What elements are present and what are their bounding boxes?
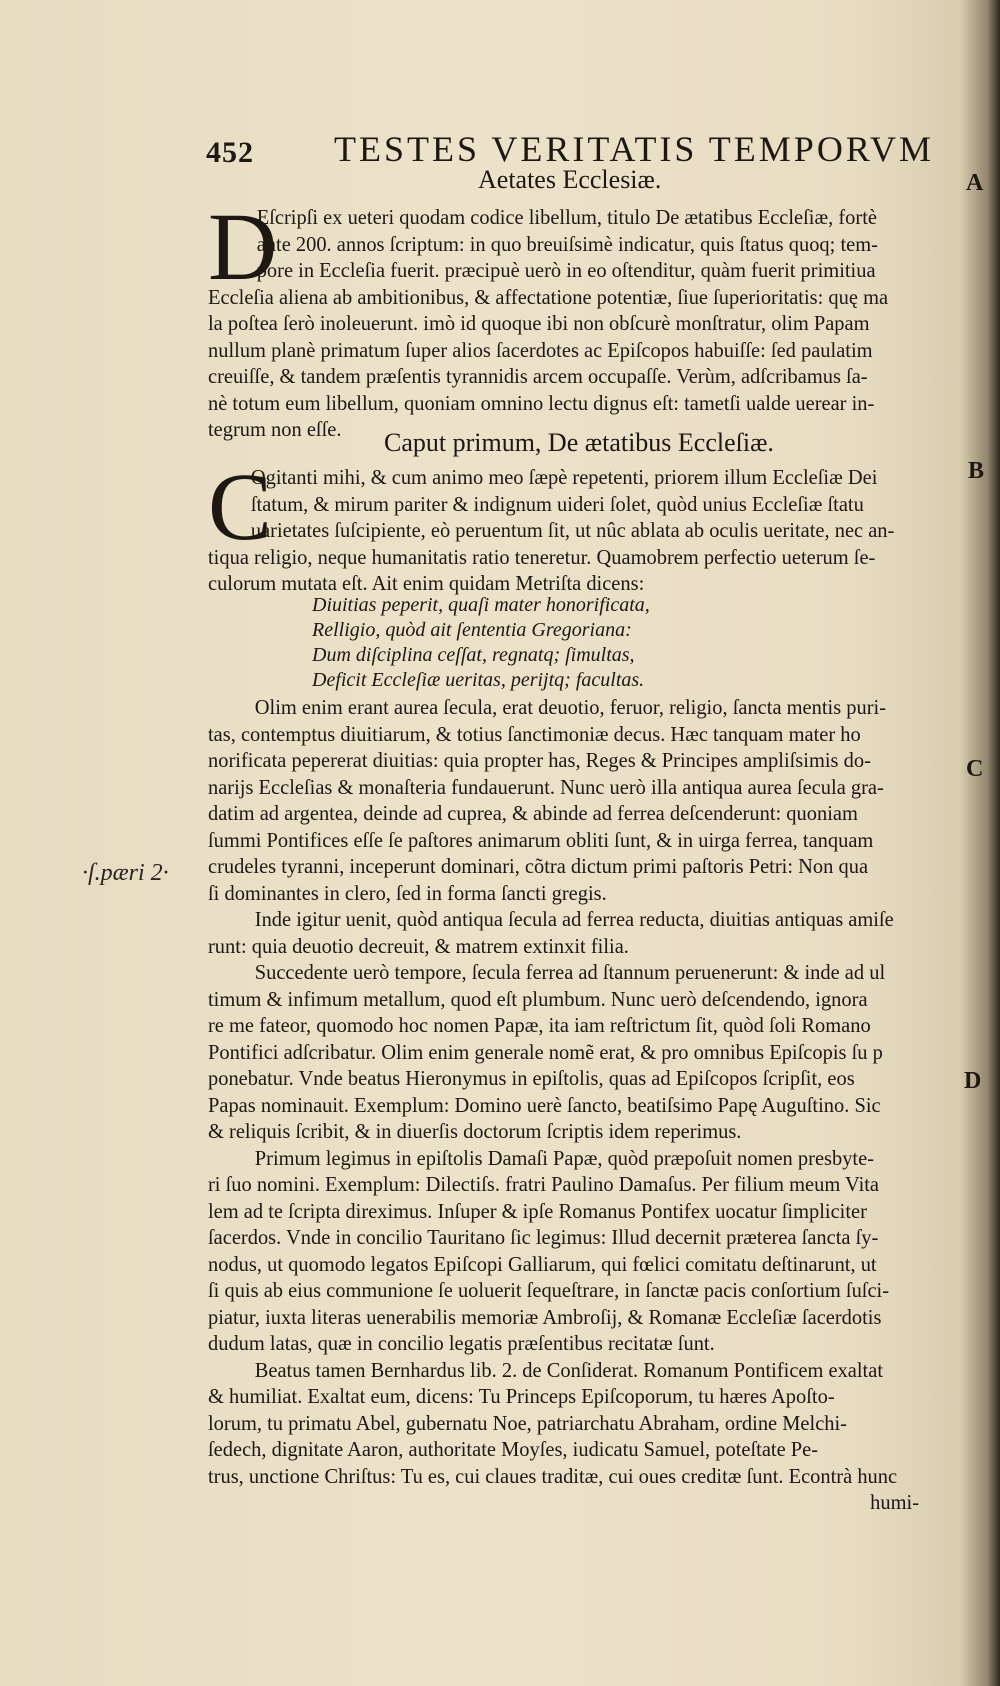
section-title: Aetates Ecclesiæ.	[478, 165, 662, 194]
chapter-line: ſtatum, & mirum pariter & indignum uideri ſolet, quòd unius Eccleſiæ ſtatu	[250, 491, 864, 516]
intro-line: creuiſſe, & tandem præſentis tyrannidis arcem occupaſſe. Verùm, adſcribamus ſa-	[208, 364, 868, 388]
chapter-line: uarietates ſuſcipiente, eò peruentum ſit, ut nûc ablata ab oculis ueritate, nec an-	[250, 518, 895, 542]
intro-drop-cap: D	[208, 193, 278, 300]
body-line: ponebatur. Vnde beatus Hieronymus in epiſtolis, quas ad Epiſcopos ſcripſit, eos	[208, 1066, 855, 1090]
chapter-opening-text	[208, 453, 968, 597]
body-line: ſi dominantes in clero, ſed in forma ſancti gregis.	[208, 880, 607, 905]
chapter-line: culorum mutata eſt. Ait enim quidam Metriſta dicens:	[208, 571, 645, 595]
page-header	[206, 128, 934, 169]
page-number: 452	[206, 136, 254, 169]
body-line: ri ſuo nomini. Exemplum: Dilectiſs. fratri Paulino Damaſus. Per filium meum Vita	[208, 1172, 880, 1196]
intro-text	[208, 193, 968, 443]
verse-line: Relligio, quòd ait ſententia Gregoriana:	[312, 619, 632, 641]
body-line: piatur, iuxta literas uenerabilis memoriæ Ambroſij, & Romanæ Eccleſiæ ſacerdotis	[208, 1304, 882, 1329]
running-head: TESTES VERITATIS TEMPORVM	[334, 129, 934, 169]
verse-line: Dum diſciplina ceſſat, regnatq; ſimultas,	[312, 644, 635, 666]
intro-line: ante 200. annos ſcriptum: in quo breuiſsimè indicatur, quis ſtatus quoq; tem-	[256, 231, 878, 256]
intro-paragraph	[208, 193, 968, 443]
intro-line: la poſtea ſerò inoleuerunt. imò id quoque ibi non obſcurè monſtratur, olim Papam	[208, 311, 870, 335]
chapter-line: tiqua religio, neque humanitatis ratio teneretur. Quamobrem perfectio ueterum ſe-	[208, 544, 876, 569]
body-line: nodus, ut quomodo legatos Epiſcopi Galliarum, qui fœlici comitatu deſtinarunt, ut	[208, 1251, 877, 1276]
body-line: tas, contemptus diuitiarum, & totius ſanctimoniæ decus. Hæc tanquam mater ho	[208, 721, 861, 746]
body-line: norificata pepererat diuitias: quia propter has, Reges & Principes ampliſsimis do-	[208, 748, 871, 772]
intro-line: Eccleſia aliena ab ambitionibus, & affectatione potentiæ, ſiue ſuperioritatis: quę ma	[208, 284, 889, 309]
body-line: dudum latas, quæ in concilio legatis præſentibus recitatæ ſunt.	[208, 1331, 715, 1355]
intro-line: nè totum eum libellum, quoniam omnino lectu dignus eſt: tametſi ualde uerear in-	[208, 390, 875, 415]
body-line: narijs Eccleſias & monaſteria fundauerunt. Nunc uerò illa antiqua aurea ſecula gra-	[208, 774, 884, 799]
body-line: trus, unctione Chriſtus: Tu es, cui claues traditæ, cui oues creditæ ſunt. Econtrà hunc	[208, 1463, 898, 1488]
body-line: Primum legimus in epiſtolis Damaſi Papæ, quòd præpoſuit nomen presbyte-	[254, 1145, 875, 1170]
body-line: lem ad te ſcripta direximus. Inſuper & ipſe Romanus Pontifex uocatur ſimpliciter	[208, 1198, 867, 1223]
margin-letter-c: C	[966, 756, 984, 782]
handwritten-margin-note: ·ſ.pæri 2·	[82, 860, 169, 886]
body-line: Olim enim erant aurea ſecula, erat deuotio, feruor, religio, ſancta mentis puri-	[254, 695, 887, 719]
intro-line: tegrum non eſſe.	[208, 417, 342, 441]
body-line: runt: quia deuotio decreuit, & matrem extinxit filia.	[208, 933, 629, 958]
chapter-title: Caput primum, De ætatibus Eccleſiæ.	[384, 428, 774, 457]
body-line: & reliquis ſcribit, & in diuerſis doctorum ſcriptis idem reperimus.	[208, 1119, 742, 1143]
body-line: ſedech, dignitate Aaron, authoritate Moyſes, iudicatu Samuel, poteſtate Pe-	[208, 1437, 819, 1461]
chapter-body	[208, 694, 968, 1516]
body-line: & humiliat. Exaltat eum, dicens: Tu Princeps Epiſcoporum, tu hæres Apoſto-	[208, 1384, 835, 1408]
chapter-line: Ogitanti mihi, & cum animo meo ſæpè repetenti, priorem illum Eccleſiæ Dei	[250, 465, 878, 489]
body-line: ſummi Pontifices eſſe ſe paſtores animarum obliti ſunt, & in uirga ferrea, tanquam	[208, 827, 874, 852]
margin-letter-a: A	[966, 170, 984, 196]
chapter-opening	[208, 453, 968, 597]
body-line: Succedente uerò tempore, ſecula ferrea ad ſtannum peruenerunt: & inde ad ul	[254, 960, 886, 984]
margin-letter-d: D	[964, 1068, 982, 1094]
body-line: Beatus tamen Bernhardus lib. 2. de Conſiderat. Romanum Pontificem exaltat	[254, 1357, 884, 1382]
intro-line: nullum planè primatum ſuper alios ſacerdotes ac Epiſcopos habuiſſe: ſed paulatim	[208, 337, 873, 362]
margin-letter-b: B	[968, 458, 985, 484]
verse-line: Diuitias peperit, quaſi mater honorificata,	[312, 594, 650, 616]
body-line: crudeles tyranni, inceperunt dominari, cõtra dictum primi paſtoris Petri: Non qua	[208, 854, 869, 878]
body-line: datim ad argentea, deinde ad cuprea, & abinde ad ferrea deſcenderunt: quoniam	[208, 801, 858, 825]
body-line: re me fateor, quomodo hoc nomen Papæ, ita iam reſtrictum ſit, quòd ſoli Romano	[208, 1013, 871, 1037]
body-line: timum & infimum metallum, quod eſt plumbum. Nunc uerò deſcendendo, ignora	[208, 986, 868, 1011]
page-edge-shadow	[986, 0, 1000, 1686]
body-line: ſi quis ab eius communione ſe uoluerit ſequeſtrare, in ſanctæ pacis conſortium ſuſci-	[208, 1278, 890, 1302]
body-line: Papas nominauit. Exemplum: Domino uerè ſancto, beatiſsimo Papę Auguſtino. Sic	[208, 1092, 881, 1117]
body-line: ſacerdos. Vnde in concilio Tauritano ſic legimus: Illud decernit præterea ſancta ſy-	[208, 1225, 879, 1249]
body-line: Pontifici adſcribatur. Olim enim generale nomẽ erat, & pro omnibus Epiſcopis ſu p	[208, 1039, 883, 1064]
chapter-drop-cap: C	[208, 453, 273, 560]
body-line: lorum, tu primatu Abel, gubernatu Noe, patriarchatu Abraham, ordine Melchi-	[208, 1410, 848, 1435]
intro-line: Eſcripſi ex ueteri quodam codice libellum, titulo De ætatibus Eccleſiæ, fortè	[256, 205, 877, 229]
intro-line: pore in Eccleſia fuerit. præcipuè uerò in eo oſtenditur, quàm fuerit primitiua	[256, 258, 876, 282]
catchword: humi-	[870, 1490, 920, 1514]
body-line: Inde igitur uenit, quòd antiqua ſecula ad ferrea reducta, diuitias antiquas amiſe	[254, 907, 894, 931]
verse-line: Deficit Eccleſiæ ueritas, perijtq; facultas.	[312, 669, 645, 691]
